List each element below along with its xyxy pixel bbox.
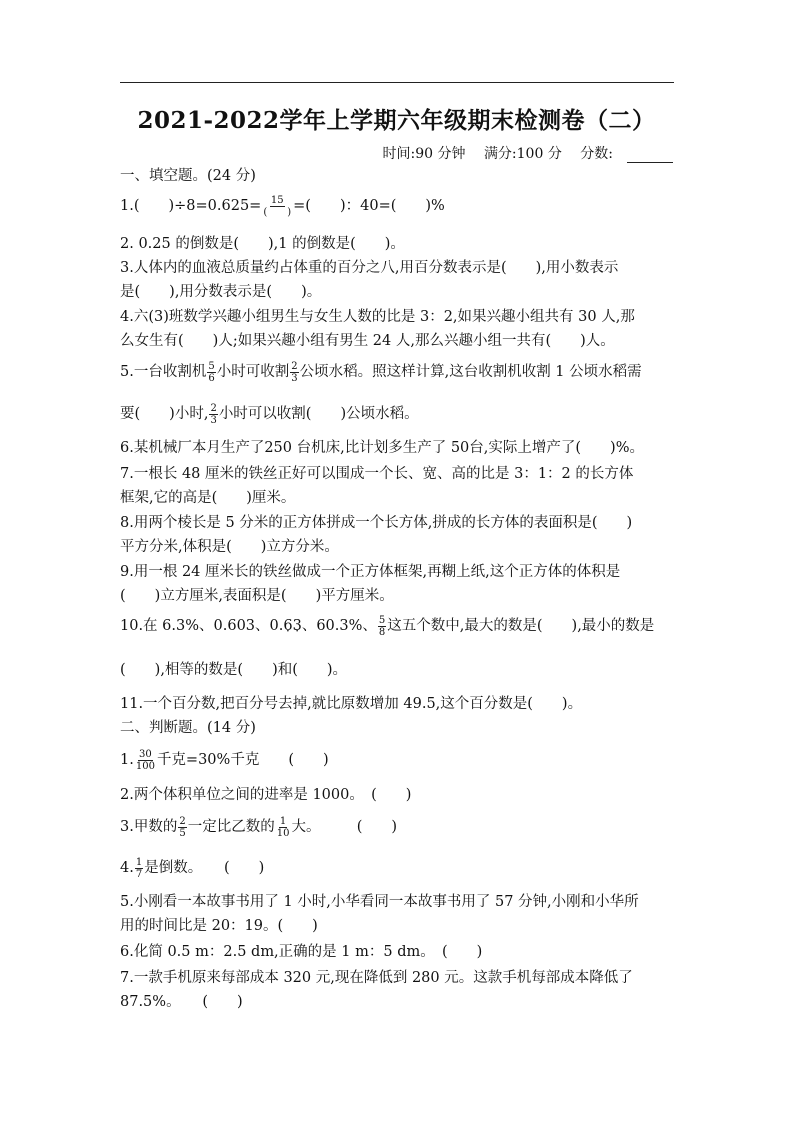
fraction: 15 ( ) — [263, 194, 292, 218]
question-1-7b: 框架,它的高是( )厘米。 — [120, 490, 296, 506]
question-1-9a: 9.用一根 24 厘米长的铁丝做成一个正方体框架,再糊上纸,这个正方体的体积是 — [120, 564, 621, 580]
repeating-digit: 3 · — [293, 618, 302, 634]
question-1-4b: 么女生有( )人;如果兴趣小组有男生 24 人,那么兴趣小组一共有( )人。 — [120, 333, 615, 349]
question-1-6: 6.某机械厂本月生产了250 台机床,比计划多生产了 50台,实际上增产了( )%。 — [120, 440, 644, 456]
question-1-8b: 平方分米,体积是( )立方分米。 — [120, 539, 339, 555]
full-score-label: 满分:100 分 — [483, 146, 562, 162]
question-2-7b: 87.5%。 ( ) — [120, 994, 243, 1010]
question-1-3a: 3.人体内的血液总质量约占体重的百分之八,用百分数表示是( ),用小数表示 — [120, 260, 619, 276]
top-rule — [120, 82, 674, 83]
question-2-1: 1. $\frac{30}{100}$ 千克=30%千克 ( ) — [120, 748, 329, 772]
question-2-5b: 用的时间比是 20：19。( ) — [120, 918, 318, 934]
fraction: $\frac{5}{6}$ — [208, 360, 215, 384]
question-2-2: 2.两个体积单位之间的进率是 1000。 ( ) — [120, 787, 412, 803]
question-1-9b: ( )立方厘米,表面积是( )平方厘米。 — [120, 588, 394, 604]
score-label: 分数: — [580, 146, 613, 162]
question-1-5a: 5.一台收割机 $\frac{5}{6}$ 小时可收割 $\frac{2}{3}$ 公顷水稻。照这样计算,这台收割机收割 1 公顷水稻需 — [120, 360, 642, 384]
repeating-digit: 6 · — [283, 618, 292, 634]
fraction: $\frac{5}{8}$ — [378, 614, 386, 638]
question-1-2: 2. 0.25 的倒数是( ),1 的倒数是( )。 — [120, 236, 405, 252]
question-1-1: 1.( )÷8=0.625= 15 ( ) =( )：40=( )% — [120, 194, 445, 218]
fraction: $\frac{2}{3}$ — [210, 402, 217, 426]
fraction: $\frac{1}{10}$ — [276, 815, 290, 839]
question-2-5a: 5.小刚看一本故事书用了 1 小时,小华看同一本故事书用了 57 分钟,小刚和小华所 — [120, 894, 639, 910]
exam-info — [369, 143, 674, 163]
exam-title: 2021-2022学年上学期六年级期末检测卷（二） — [137, 107, 656, 134]
question-2-7a: 7.一款手机原来每部成本 320 元,现在降低到 280 元。这款手机每部成本降低了 — [120, 970, 633, 986]
section2-heading: 二、判断题。(14 分) — [120, 720, 256, 736]
question-1-4a: 4.六(3)班数学兴趣小组男生与女生人数的比是 3：2,如果兴趣小组共有 30 人,那 — [120, 309, 635, 325]
question-1-5b: 要( )小时, $\frac{2}{3}$ 小时可以收割( )公顷水稻。 — [120, 402, 419, 426]
score-blank[interactable] — [627, 148, 673, 163]
question-2-3: 3.甲数的 $\frac{2}{5}$ 一定比乙数的 $\frac{1}{10}$ 大。 ( ) — [120, 815, 398, 839]
question-2-4: 4. $\frac{1}{7}$ 是倒数。 ( ) — [120, 856, 265, 880]
question-2-6: 6.化简 0.5 m：2.5 dm,正确的是 1 m：5 dm。 ( ) — [120, 944, 483, 960]
question-1-7a: 7.一根长 48 厘米的铁丝正好可以围成一个长、宽、高的比是 3：1：2 的长方体 — [120, 466, 634, 482]
fraction: $\frac{30}{100}$ — [135, 748, 155, 772]
question-1-3b: 是( ),用分数表示是( )。 — [120, 284, 322, 300]
question-1-11: 11.一个百分数,把百分号去掉,就比原数增加 49.5,这个百分数是( )。 — [120, 696, 583, 712]
question-1-10b: ( ),相等的数是( )和( )。 — [120, 662, 348, 678]
fraction: $\frac{1}{7}$ — [135, 856, 143, 880]
question-1-8a: 8.用两个棱长是 5 分米的正方体拼成一个长方体,拼成的长方体的表面积是( ) — [120, 515, 633, 531]
fraction: $\frac{2}{5}$ — [179, 815, 186, 839]
section1-heading: 一、填空题。(24 分) — [120, 168, 256, 184]
question-1-10a: 10.在 6.3%、0.603、0.6 ·3 ·、60.3%、 $\frac{5}{8}$ 这五个数中,最大的数是( ),最小的数是 — [120, 614, 680, 638]
fraction: $\frac{2}{3}$ — [291, 360, 298, 384]
time-label: 时间:90 分钟 — [382, 146, 466, 162]
